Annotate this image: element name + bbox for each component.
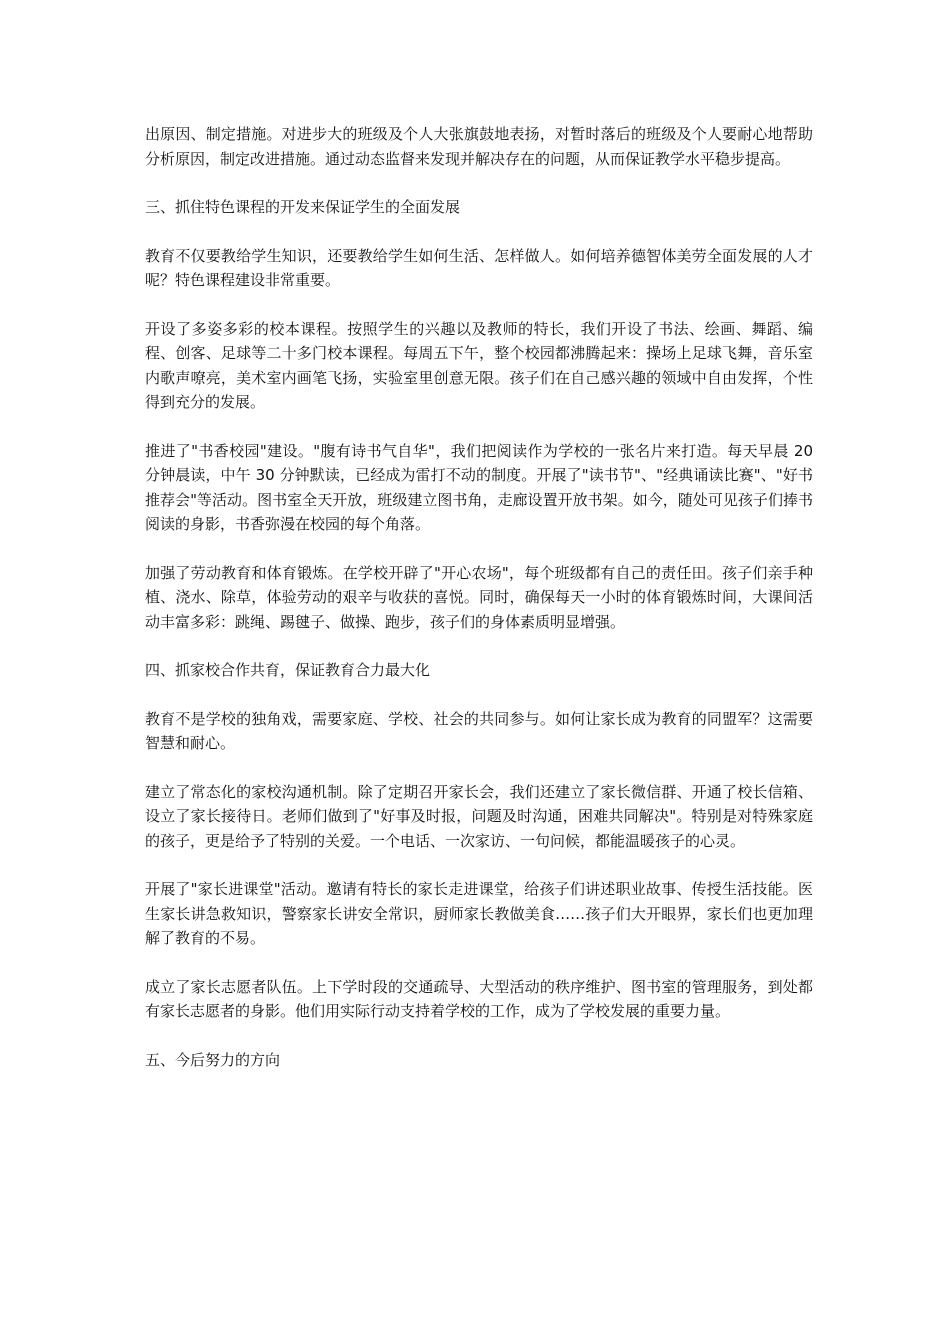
paragraph-causes-measures: 出原因、制定措施。对进步大的班级及个人大张旗鼓地表扬，对暂时落后的班级及个人要耐心地帮助分析原因，制定改进措施。通过动态监督来发现并解决存在的问题，从而保证教学水平稳步提高。 xyxy=(145,125,813,168)
section-heading-5: 五、今后努力的方向 xyxy=(145,1050,281,1069)
document-page xyxy=(145,122,813,1096)
paragraph-school-courses: 开设了多姿多彩的校本课程。按照学生的兴趣以及教师的特长，我们开设了书法、绘画、舞蹈、编程、创客、足球等二十多门校本课程。每周五下午，整个校园都沸腾起来：操场上足球飞舞，音乐室内歌声嘹亮，美术室内画笔飞扬，实验室里创意无限。孩子们在自己感兴趣的领域中自由发挥，个性得到充分的发展。 xyxy=(145,319,813,411)
section-heading-4: 四、抓家校合作共育，保证教育合力最大化 xyxy=(145,661,431,679)
paragraph-reading-campus: 推进了"书香校园"建设。"腹有诗书气自华"，我们把阅读作为学校的一张名片来打造。每天早晨 20 分钟晨读，中午 30 分钟默读，已经成为雷打不动的制度。开展了"读书节"、"经典诵读比赛"、"好书推荐会"等活动。图书室全天开放，班级建立图书角，走廊设置开放书架。如今，随处可见孩子们捧书阅读的身影，书香弥漫在校园的每个角落。 xyxy=(145,441,813,533)
paragraph-volunteers: 成立了家长志愿者队伍。上下学时段的交通疏导、大型活动的秩序维护、图书室的管理服务，到处都有家长志愿者的身影。他们用实际行动支持着学校的工作，成为了学校发展的重要力量。 xyxy=(145,977,813,1020)
section-heading-3: 三、抓住特色课程的开发来保证学生的全面发展 xyxy=(145,198,461,216)
paragraph-communication: 建立了常态化的家校沟通机制。除了定期召开家长会，我们还建立了家长微信群、开通了校长信箱、设立了家长接待日。老师们做到了"好事及时报，问题及时沟通，困难共同解决"。特别是对特殊家庭的孩子，更是给予了特别的关爱。一个电话、一次家访、一句问候，都能温暖孩子的心灵。 xyxy=(145,782,813,850)
paragraph-home-school-intro: 教育不是学校的独角戏，需要家庭、学校、社会的共同参与。如何让家长成为教育的同盟军？这需要智慧和耐心。 xyxy=(145,709,813,752)
paragraph-labor-sports: 加强了劳动教育和体育锻炼。在学校开辟了"开心农场"，每个班级都有自己的责任田。孩子们亲手种植、浇水、除草，体验劳动的艰辛与收获的喜悦。同时，确保每天一小时的体育锻炼时间，大课间活动丰富多彩：跳绳、踢毽子、做操、跑步，孩子们的身体素质明显增强。 xyxy=(145,563,813,631)
paragraph-education-intro: 教育不仅要教给学生知识，还要教给学生如何生活、怎样做人。如何培养德智体美劳全面发展的人才呢？特色课程建设非常重要。 xyxy=(145,246,813,289)
paragraph-parents-classroom: 开展了"家长进课堂"活动。邀请有特长的家长走进课堂，给孩子们讲述职业故事、传授生活技能。医生家长讲急救知识，警察家长讲安全常识，厨师家长教做美食……孩子们大开眼界，家长们也更加理解了教育的不易。 xyxy=(145,880,813,947)
